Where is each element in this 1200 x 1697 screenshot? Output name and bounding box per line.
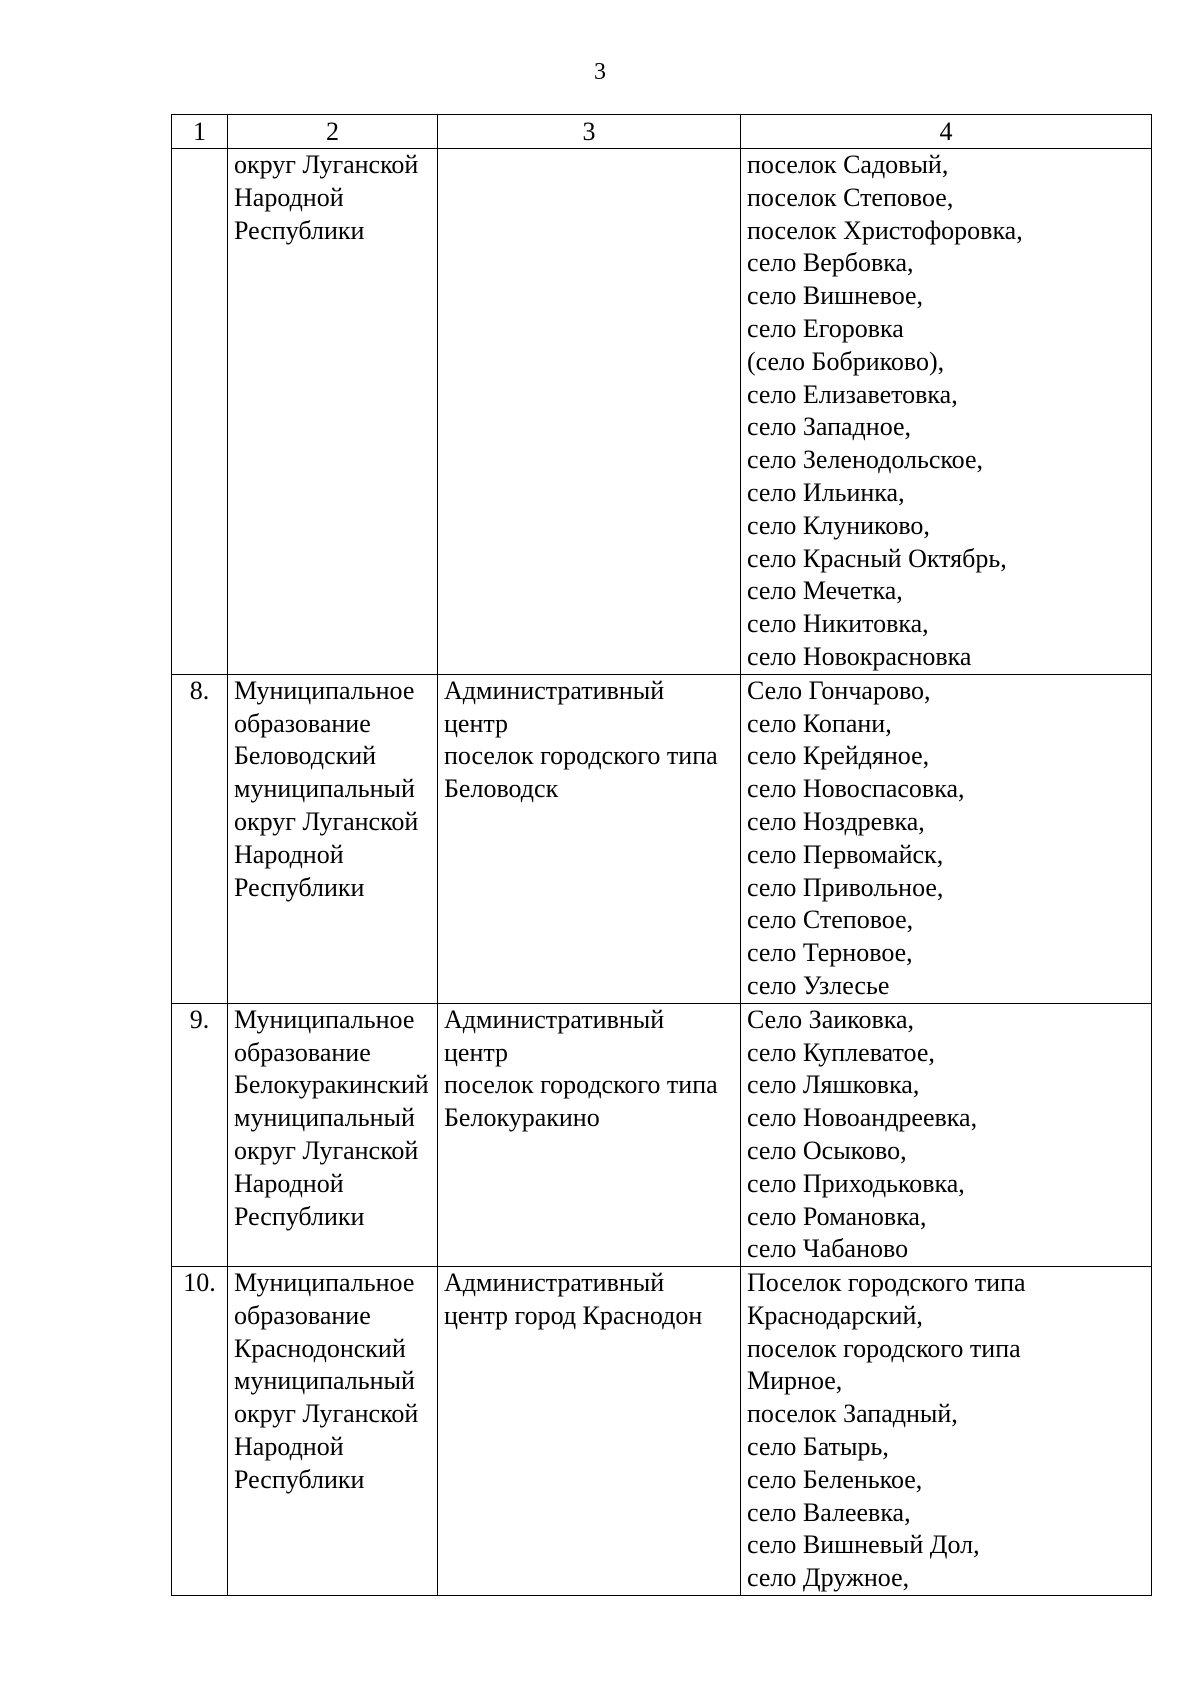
settlement-item: село Зеленодольское, xyxy=(747,445,984,475)
settlement-item: село Клуниково, xyxy=(747,510,930,540)
municipality-name-line: Республики xyxy=(234,1201,365,1231)
municipality-name-line: Муниципальное xyxy=(234,675,415,705)
settlement-item: Село Заиковка, xyxy=(747,1004,915,1034)
settlement-item: Село Гончарово, xyxy=(747,675,931,705)
settlement-item: поселок городского типа xyxy=(747,1333,1021,1363)
settlement-item: село Ноздревка, xyxy=(747,806,925,836)
settlement-item: (село Бобриково), xyxy=(747,346,945,376)
table-row xyxy=(172,149,1152,675)
settlement-item: село Куплеватое, xyxy=(747,1037,935,1067)
settlement-item: село Копани, xyxy=(747,708,892,738)
municipality-name-line: образование xyxy=(234,1037,371,1067)
settlement-item: поселок Садовый, xyxy=(747,150,949,179)
admin-center-cell xyxy=(438,1003,741,1266)
admin-center-line: Административный xyxy=(444,675,665,705)
settlement-item: село Беленькое, xyxy=(747,1464,923,1494)
municipality-name-line: Краснодонский xyxy=(234,1333,406,1363)
settlement-item: Краснодарский, xyxy=(747,1300,923,1330)
settlement-item: село Ляшковка, xyxy=(747,1070,920,1100)
municipality-name-line: муниципальный xyxy=(234,774,415,804)
settlement-item: село Западное, xyxy=(747,412,912,442)
municipality-name-line: Муниципальное xyxy=(234,1004,415,1034)
municipality-name-line: Республики xyxy=(234,1464,365,1494)
table-row xyxy=(172,1267,1152,1596)
municipality-name-line: Народной xyxy=(234,1168,344,1198)
admin-center-line: центр xyxy=(444,1037,509,1067)
settlement-item: село Терновое, xyxy=(747,938,913,968)
municipality-name-line: Республики xyxy=(234,872,365,902)
admin-center-cell xyxy=(438,149,741,675)
municipality-name-cell xyxy=(228,149,438,675)
admin-center-line: Административный xyxy=(444,1268,665,1298)
settlements-cell xyxy=(741,674,1152,1003)
municipality-name-line: Беловодский xyxy=(234,741,377,771)
settlement-item: село Дружное, xyxy=(747,1563,910,1593)
admin-center-line: центр xyxy=(444,708,509,738)
municipality-name-line: Республики xyxy=(234,215,365,245)
row-number: 9. xyxy=(172,1003,228,1266)
settlement-item: поселок Степовое, xyxy=(747,182,954,212)
admin-center-line: поселок городского типа xyxy=(444,741,718,771)
municipality-name-line: Белокуракинский xyxy=(234,1070,429,1100)
municipality-name-line: Народной xyxy=(234,1432,344,1462)
settlement-item: село Никитовка, xyxy=(747,609,929,639)
settlements-cell xyxy=(741,1003,1152,1266)
header-cell-4: 4 xyxy=(741,115,1152,149)
row-number: 8. xyxy=(172,674,228,1003)
header-cell-1: 1 xyxy=(172,115,228,149)
settlement-item: село Привольное, xyxy=(747,872,944,902)
settlement-item: село Узлесье xyxy=(747,970,890,1000)
settlement-item: село Новоандреевка, xyxy=(747,1103,978,1133)
settlement-item: село Крейдяное, xyxy=(747,741,930,771)
settlement-item: село Батырь, xyxy=(747,1432,889,1462)
municipality-name-line: образование xyxy=(234,1300,371,1330)
municipality-name-line: Народной xyxy=(234,839,344,869)
settlement-item: село Вербовка, xyxy=(747,248,914,278)
settlement-item: село Новокрасновка xyxy=(747,641,972,671)
header-cell-3: 3 xyxy=(438,115,741,149)
settlement-item: село Мечетка, xyxy=(747,576,903,606)
settlement-item: поселок Христофоровка, xyxy=(747,215,1023,245)
table-header-row xyxy=(172,115,1152,149)
row-number xyxy=(172,149,228,675)
settlement-item: Поселок городского типа xyxy=(747,1268,1026,1298)
settlement-item: село Осыково, xyxy=(747,1135,907,1165)
settlements-cell xyxy=(741,149,1152,675)
municipality-name-cell xyxy=(228,674,438,1003)
settlement-item: село Приходьковка, xyxy=(747,1168,965,1198)
settlement-item: село Егоровка xyxy=(747,313,904,343)
settlement-item: село Первомайск, xyxy=(747,839,944,869)
municipality-name-line: муниципальный xyxy=(234,1103,415,1133)
municipality-name-line: муниципальный xyxy=(234,1366,415,1396)
table-row xyxy=(172,1003,1152,1266)
settlement-item: поселок Западный, xyxy=(747,1399,958,1429)
municipality-name-line: округ Луганской xyxy=(234,150,419,179)
admin-center-line: Беловодск xyxy=(444,774,559,804)
municipality-name-line: Народной xyxy=(234,182,344,212)
municipality-name-line: округ Луганской xyxy=(234,1135,419,1165)
admin-center-line: поселок городского типа xyxy=(444,1070,718,1100)
municipality-name-cell xyxy=(228,1267,438,1596)
settlement-item: Мирное, xyxy=(747,1366,843,1396)
settlement-item: село Степовое, xyxy=(747,905,914,935)
municipality-name-line: округ Луганской xyxy=(234,1399,419,1429)
table-row xyxy=(172,674,1152,1003)
municipality-name-cell xyxy=(228,1003,438,1266)
settlement-item: село Вишневый Дол, xyxy=(747,1530,980,1560)
settlement-item: село Новоспасовка, xyxy=(747,774,965,804)
settlement-item: село Ильинка, xyxy=(747,477,905,507)
settlement-item: село Елизаветовка, xyxy=(747,379,958,409)
municipality-name-line: Муниципальное xyxy=(234,1268,415,1298)
page-number: 3 xyxy=(594,59,606,85)
admin-center-cell xyxy=(438,674,741,1003)
settlement-item: село Красный Октябрь, xyxy=(747,543,1007,573)
row-number: 10. xyxy=(172,1267,228,1596)
settlement-item: село Вишневое, xyxy=(747,281,924,311)
header-cell-2: 2 xyxy=(228,115,438,149)
admin-center-line: центр город Краснодон xyxy=(444,1300,703,1330)
municipality-name-line: образование xyxy=(234,708,371,738)
municipalities-table xyxy=(171,114,1152,1596)
settlement-item: село Романовка, xyxy=(747,1201,927,1231)
admin-center-line: Белокуракино xyxy=(444,1103,600,1133)
municipality-name-line: округ Луганской xyxy=(234,806,419,836)
admin-center-line: Административный xyxy=(444,1004,665,1034)
settlement-item: село Чабаново xyxy=(747,1234,909,1264)
settlement-item: село Валеевка, xyxy=(747,1497,911,1527)
admin-center-cell xyxy=(438,1267,741,1596)
settlements-cell xyxy=(741,1267,1152,1596)
